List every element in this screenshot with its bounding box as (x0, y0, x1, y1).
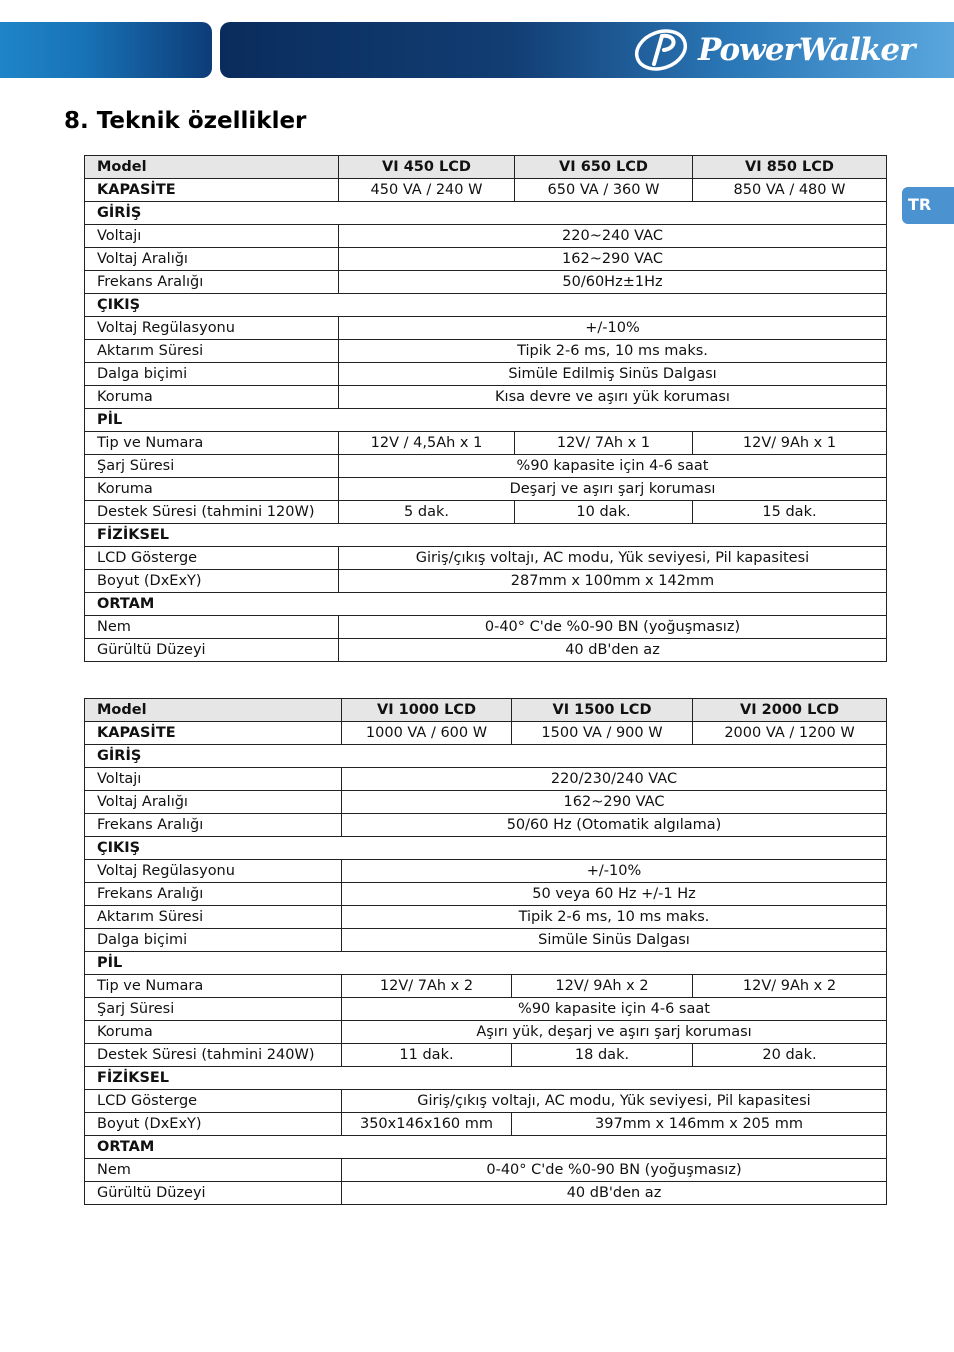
spec-label: Frekans Aralığı (85, 814, 342, 837)
spec-label: Dalga biçimi (85, 929, 342, 952)
spec-value: 40 dB'den az (339, 639, 887, 662)
spec-row-voltaji (85, 225, 887, 248)
spec-label: KAPASİTE (85, 722, 342, 745)
spec-value: 12V/ 9Ah x 2 (693, 975, 887, 998)
spec-value: Deşarj ve aşırı şarj koruması (339, 478, 887, 501)
spec-label: Şarj Süresi (85, 455, 339, 478)
spec-label: Destek Süresi (tahmini 240W) (85, 1044, 342, 1067)
spec-value: 1000 VA / 600 W (342, 722, 512, 745)
spec-value: 850 VA / 480 W (693, 179, 887, 202)
spec-row-gurultu-duzeyi (85, 639, 887, 662)
spec-value: 50/60Hz±1Hz (339, 271, 887, 294)
spec-value: 12V / 4,5Ah x 1 (339, 432, 515, 455)
spec-row-ortam (85, 1136, 887, 1159)
header-bar-left (0, 22, 212, 78)
spec-label: Voltaj Regülasyonu (85, 860, 342, 883)
spec-value: 12V/ 9Ah x 1 (693, 432, 887, 455)
spec-row-dalga-bicimi (85, 929, 887, 952)
spec-value: 12V/ 7Ah x 1 (515, 432, 693, 455)
spec-label: FİZİKSEL (85, 524, 887, 547)
spec-label: LCD Gösterge (85, 1090, 342, 1113)
spec-label: PİL (85, 409, 887, 432)
spec-label: GİRİŞ (85, 745, 887, 768)
spec-table-vi-450-850 (84, 155, 887, 662)
spec-label: Voltajı (85, 225, 339, 248)
spec-value: +/-10% (339, 317, 887, 340)
spec-row-sarj-suresi (85, 998, 887, 1021)
spec-label: Koruma (85, 386, 339, 409)
spec-value: 350x146x160 mm (342, 1113, 512, 1136)
spec-value: %90 kapasite için 4-6 saat (339, 455, 887, 478)
spec-label: Boyut (DxExY) (85, 1113, 342, 1136)
spec-row-tip-ve-numara (85, 975, 887, 998)
spec-row-voltaj-regulasyonu (85, 860, 887, 883)
spec-value: 12V/ 7Ah x 2 (342, 975, 512, 998)
spec-value: Giriş/çıkış voltajı, AC modu, Yük seviyesi, Pil kapasitesi (339, 547, 887, 570)
spec-row-boyut-dxexy (85, 570, 887, 593)
spec-label: Tip ve Numara (85, 432, 339, 455)
spec-value: 220~240 VAC (339, 225, 887, 248)
spec-value: Tipik 2-6 ms, 10 ms maks. (342, 906, 887, 929)
spec-label: Aktarım Süresi (85, 340, 339, 363)
spec-label: FİZİKSEL (85, 1067, 887, 1090)
spec-row-lcd-gosterge (85, 1090, 887, 1113)
spec-value: 11 dak. (342, 1044, 512, 1067)
spec-row-destek-suresi-tahmini-120w (85, 501, 887, 524)
spec-row-aktarim-suresi (85, 906, 887, 929)
spec-row-cikis (85, 294, 887, 317)
spec-label: LCD Gösterge (85, 547, 339, 570)
page-title: 8. Teknik özellikler (64, 108, 307, 134)
spec-value: 162~290 VAC (342, 791, 887, 814)
model-header: VI 2000 LCD (693, 699, 887, 722)
spec-label: Destek Süresi (tahmini 120W) (85, 501, 339, 524)
spec-label: Voltaj Regülasyonu (85, 317, 339, 340)
spec-row-gurultu-duzeyi (85, 1182, 887, 1205)
spec-row-frekans-araligi (85, 814, 887, 837)
spec-row-aktarim-suresi (85, 340, 887, 363)
model-header: VI 1500 LCD (512, 699, 693, 722)
spec-value: Simüle Edilmiş Sinüs Dalgası (339, 363, 887, 386)
spec-row-ortam (85, 593, 887, 616)
spec-value: 287mm x 100mm x 142mm (339, 570, 887, 593)
spec-value: 40 dB'den az (342, 1182, 887, 1205)
spec-value: 0-40° C'de %0-90 BN (yoğuşmasız) (342, 1159, 887, 1182)
spec-value: 50 veya 60 Hz +/-1 Hz (342, 883, 887, 906)
spec-row-piil (85, 409, 887, 432)
spec-label: Aktarım Süresi (85, 906, 342, 929)
spec-value: 20 dak. (693, 1044, 887, 1067)
spec-value: 1500 VA / 900 W (512, 722, 693, 745)
spec-label: GİRİŞ (85, 202, 887, 225)
spec-label: Voltajı (85, 768, 342, 791)
spec-value: 12V/ 9Ah x 2 (512, 975, 693, 998)
spec-row-kapasiite (85, 722, 887, 745)
spec-row-model (85, 699, 887, 722)
spec-value: 50/60 Hz (Otomatik algılama) (342, 814, 887, 837)
spec-row-giiriis (85, 202, 887, 225)
model-header: VI 1000 LCD (342, 699, 512, 722)
spec-value: Aşırı yük, deşarj ve aşırı şarj koruması (342, 1021, 887, 1044)
spec-table-vi-1000-2000 (84, 698, 887, 1205)
spec-label: Voltaj Aralığı (85, 791, 342, 814)
spec-row-piil (85, 952, 887, 975)
spec-row-kapasiite (85, 179, 887, 202)
spec-value: 2000 VA / 1200 W (693, 722, 887, 745)
spec-row-lcd-gosterge (85, 547, 887, 570)
spec-label: Dalga biçimi (85, 363, 339, 386)
brand-logo (632, 27, 942, 73)
spec-value: 18 dak. (512, 1044, 693, 1067)
spec-row-koruma (85, 478, 887, 501)
language-tab-tr[interactable]: TR (902, 187, 954, 224)
spec-label: Boyut (DxExY) (85, 570, 339, 593)
spec-value: %90 kapasite için 4-6 saat (342, 998, 887, 1021)
spec-row-koruma (85, 386, 887, 409)
spec-label: Voltaj Aralığı (85, 248, 339, 271)
spec-value: 220/230/240 VAC (342, 768, 887, 791)
spec-label: Frekans Aralığı (85, 271, 339, 294)
spec-label: Gürültü Düzeyi (85, 1182, 342, 1205)
spec-label: ÇIKIŞ (85, 294, 887, 317)
model-header: VI 450 LCD (339, 156, 515, 179)
spec-row-fiiziiksel (85, 524, 887, 547)
spec-label: Nem (85, 1159, 342, 1182)
spec-value: +/-10% (342, 860, 887, 883)
spec-row-voltaj-araligi (85, 248, 887, 271)
spec-value: 650 VA / 360 W (515, 179, 693, 202)
spec-value: 15 dak. (693, 501, 887, 524)
spec-value: Simüle Sinüs Dalgası (342, 929, 887, 952)
spec-label: Koruma (85, 1021, 342, 1044)
spec-label: ORTAM (85, 593, 887, 616)
spec-value: 10 dak. (515, 501, 693, 524)
spec-label: Model (85, 699, 342, 722)
spec-label: ORTAM (85, 1136, 887, 1159)
spec-label: Model (85, 156, 339, 179)
spec-value: 162~290 VAC (339, 248, 887, 271)
spec-row-boyut-dxexy (85, 1113, 887, 1136)
spec-label: Frekans Aralığı (85, 883, 342, 906)
powerwalker-logo-icon (632, 28, 690, 72)
brand-name: PowerWalker (698, 32, 915, 68)
spec-row-model (85, 156, 887, 179)
spec-row-nem (85, 1159, 887, 1182)
spec-row-destek-suresi-tahmini-240w (85, 1044, 887, 1067)
spec-value: Tipik 2-6 ms, 10 ms maks. (339, 340, 887, 363)
model-header: VI 850 LCD (693, 156, 887, 179)
spec-label: Nem (85, 616, 339, 639)
spec-row-voltaji (85, 768, 887, 791)
spec-label: ÇIKIŞ (85, 837, 887, 860)
spec-label: KAPASİTE (85, 179, 339, 202)
spec-row-koruma (85, 1021, 887, 1044)
spec-row-frekans-araligi (85, 883, 887, 906)
spec-label: Gürültü Düzeyi (85, 639, 339, 662)
spec-label: PİL (85, 952, 887, 975)
spec-row-voltaj-araligi (85, 791, 887, 814)
spec-row-voltaj-regulasyonu (85, 317, 887, 340)
spec-row-fiiziiksel (85, 1067, 887, 1090)
model-header: VI 650 LCD (515, 156, 693, 179)
spec-value: Kısa devre ve aşırı yük koruması (339, 386, 887, 409)
spec-label: Koruma (85, 478, 339, 501)
spec-row-cikis (85, 837, 887, 860)
spec-row-giiriis (85, 745, 887, 768)
spec-row-frekans-araligi (85, 271, 887, 294)
spec-row-sarj-suresi (85, 455, 887, 478)
spec-row-nem (85, 616, 887, 639)
spec-value: 0-40° C'de %0-90 BN (yoğuşmasız) (339, 616, 887, 639)
spec-label: Şarj Süresi (85, 998, 342, 1021)
spec-label: Tip ve Numara (85, 975, 342, 998)
spec-row-dalga-bicimi (85, 363, 887, 386)
spec-value: Giriş/çıkış voltajı, AC modu, Yük seviyesi, Pil kapasitesi (342, 1090, 887, 1113)
spec-row-tip-ve-numara (85, 432, 887, 455)
spec-value: 450 VA / 240 W (339, 179, 515, 202)
spec-value: 5 dak. (339, 501, 515, 524)
spec-value: 397mm x 146mm x 205 mm (512, 1113, 887, 1136)
